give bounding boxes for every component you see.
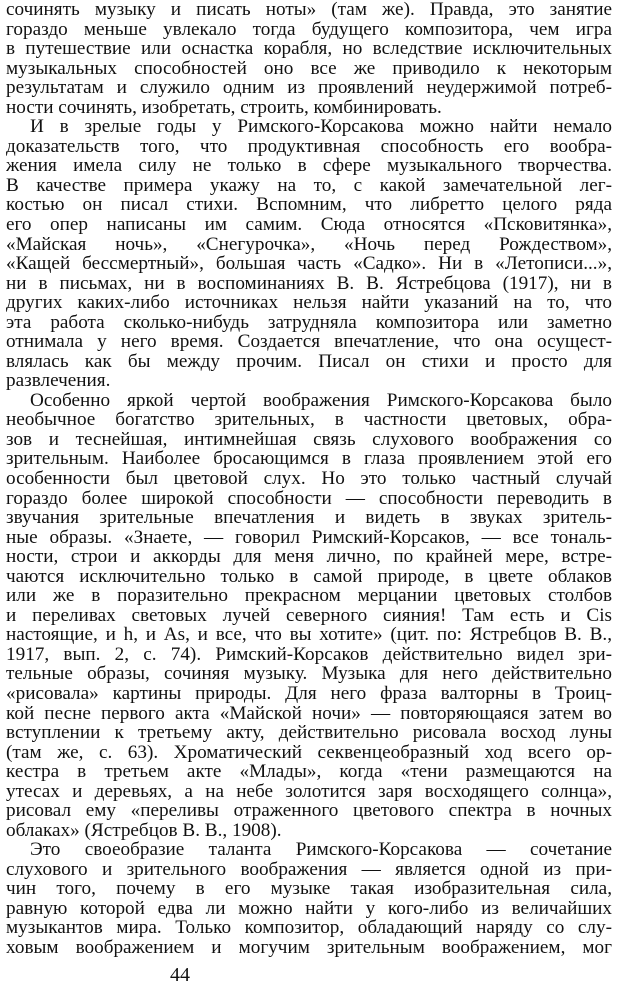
text-line: тельные образы, сочиняя музыку. Музыка для него действительно bbox=[6, 664, 612, 685]
text-line: зрительным. Наиболее бросающимся в глаза проявлением этой его bbox=[6, 449, 612, 470]
text-line: ности, строи и аккорды для меня лично, по крайней мере, встре- bbox=[6, 547, 612, 568]
text-line: звучания зрительные впечатления и видеть в звуках зритель- bbox=[6, 508, 612, 529]
text-line: В качестве примера укажу на то, с какой замечательной лег- bbox=[6, 175, 612, 196]
text-line: доказательств того, что продуктивная способность его вообра- bbox=[6, 136, 612, 157]
paragraph-first-line: Это своеобразие таланта Римского-Корсакова — сочетание bbox=[30, 840, 612, 861]
text-line: «рисовала» картины природы. Для него фраза валторны в Троиц- bbox=[6, 683, 612, 704]
text-line: результатам и служило одним из проявлений неудержимой потреб- bbox=[6, 78, 612, 99]
text-line: гораздо более широкой способности — способности переводить в bbox=[6, 488, 612, 509]
text-line: слухового и зрительного воображения — является одной из при- bbox=[6, 859, 612, 880]
page-number: 44 bbox=[170, 964, 190, 986]
text-line: музыкальных способностей оно все же приводило к некоторым bbox=[6, 58, 612, 79]
text-line: кой песне первого акта «Майской ночи» — повторяющаяся затем во bbox=[6, 703, 612, 724]
text-line: «Кащей бессмертный», большая часть «Садко». Ни в «Летописи...», bbox=[6, 254, 612, 275]
text-line: (там же, с. 63). Хроматический секвенцеобразный ход всего ор- bbox=[6, 742, 612, 763]
text-line: жения имела силу не только в сфере музыкального творчества. bbox=[6, 156, 612, 177]
text-line: эта работа сколько-нибудь затрудняла композитора или заметно bbox=[6, 312, 612, 333]
text-line: музыкантов мира. Только композитор, обладающий наряду со слу- bbox=[6, 918, 612, 939]
text-line: «Майская ночь», «Снегурочка», «Ночь перед Рождеством», bbox=[6, 234, 612, 255]
text-line: вступлении к третьему акту, действительно рисовала восход луны bbox=[6, 723, 612, 744]
text-line: или же в поразительно прекрасном мерцании цветовых столбов bbox=[6, 586, 612, 607]
text-line: 1917, вып. 2, с. 74). Римский-Корсаков действительно видел зри- bbox=[6, 644, 612, 665]
text-line: гораздо меньше увлекало тогда будущего композитора, чем игра bbox=[6, 19, 612, 40]
text-line: необычное богатство зрительных, в частности цветовых, обра- bbox=[6, 410, 612, 431]
paragraph-first-line: Особенно яркой чертой воображения Римского-Корсакова было bbox=[30, 390, 612, 411]
text-line: сочинять музыку и писать ноты» (там же). Правда, это занятие bbox=[6, 0, 612, 20]
text-line: ховым воображением и могучим зрительным воображением, мог bbox=[6, 938, 612, 958]
text-line: чин того, почему в его музыке такая изобразительная сила, bbox=[6, 879, 612, 900]
text-line: особенности был цветовой слух. Но это только частный случай bbox=[6, 469, 612, 489]
text-line: равную которой едва ли можно найти у кого-либо из величайших bbox=[6, 898, 612, 919]
paragraph-first-line: И в зрелые годы у Римского-Корсакова можно найти немало bbox=[30, 117, 612, 138]
text-line: зов и теснейшая, интимнейшая связь слухового воображения со bbox=[6, 429, 612, 450]
text-line: рисовал ему «переливы отраженного цветового спектра в ночных bbox=[6, 801, 612, 822]
text-line: настоящие, и h, и As, и все, что вы хотите» (цит. по: Ястребцов В. В., bbox=[6, 625, 612, 646]
text-line: ные образы. «Знаете, — говорил Римский-Корсаков, — все тональ- bbox=[6, 527, 612, 548]
text-line: в путешествие или оснастка корабля, но вследствие исключительных bbox=[6, 39, 612, 60]
text-line: облаках» (Ястребцов В. В., 1908). bbox=[6, 820, 282, 841]
text-line: утесах и деревьях, а на небе золотится заря восходящего солнца», bbox=[6, 781, 612, 802]
text-line: его опер написаны им самим. Сюда относятся «Псковитянка», bbox=[6, 214, 612, 235]
text-line: развлечения. bbox=[6, 371, 111, 392]
text-line: отнимала у него время. Создается впечатление, что она осущест- bbox=[6, 332, 612, 353]
text-line: ности сочинять, изобретать, строить, комбинировать. bbox=[6, 97, 442, 118]
text-line: и переливах световых лучей северного сияния! Там есть и Cis bbox=[6, 605, 612, 626]
text-line: других каких-либо источниках нельзя найти указаний на то, что bbox=[6, 293, 612, 314]
text-line: ни в письмах, ни в воспоминаниях В. В. Ястребцова (1917), ни в bbox=[6, 273, 612, 294]
text-line: чаются исключительно только в самой природе, в цвете облаков bbox=[6, 566, 612, 587]
text-line: влялась как бы между прочим. Писал он стихи и просто для bbox=[6, 351, 612, 372]
text-line: костью он писал стихи. Вспомним, что либретто целого ряда bbox=[6, 195, 612, 216]
text-line: кестра в третьем акте «Млады», когда «тени размещаются на bbox=[6, 762, 612, 783]
